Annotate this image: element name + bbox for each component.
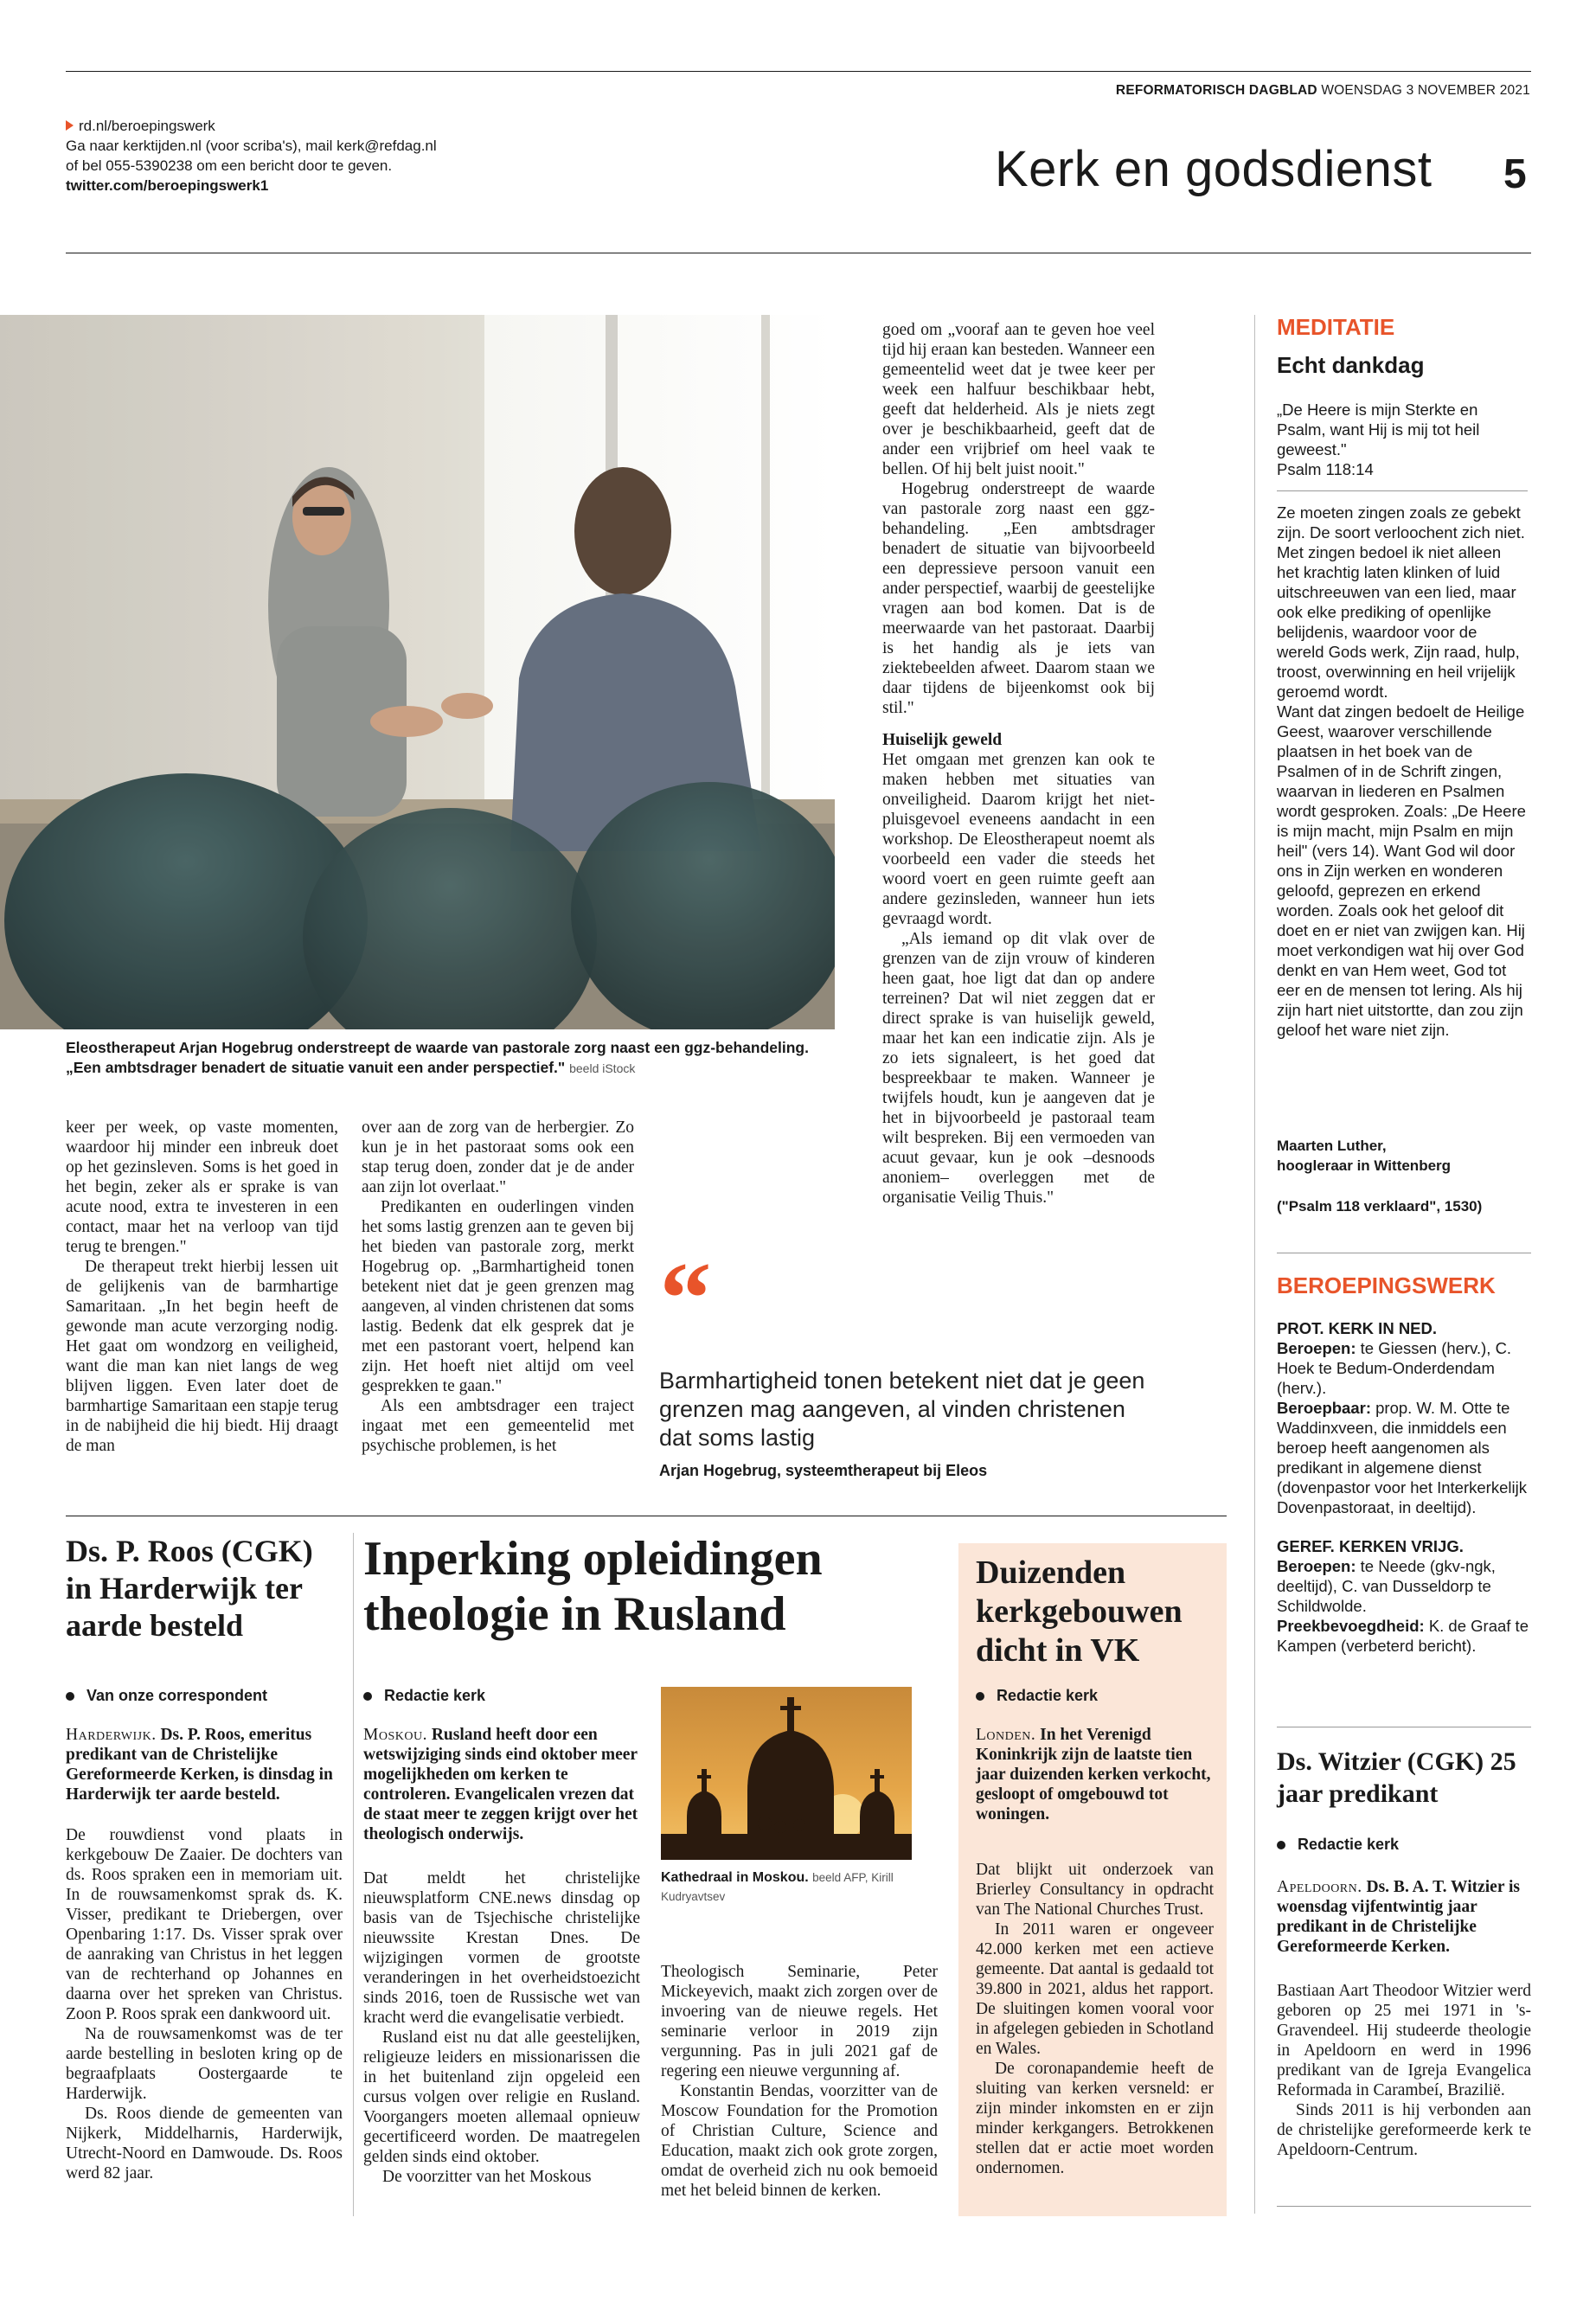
cathedral-credit: beeld AFP, Kirill Kudryavtsev	[661, 1871, 894, 1903]
bw-group1-title: PROT. KERK IN NED.	[1277, 1319, 1438, 1337]
meditatie-body	[1277, 503, 1528, 1040]
vk-place: Londen.	[976, 1726, 1036, 1744]
vk-p3: De coronapandemie heeft de sluiting van kerken versneld: er zijn minder inkomsten en er zijn minder kerkgangers. Betrokkenen stellen dat er actie moet worden ondernomen.	[976, 2060, 1214, 2177]
witzier-byline	[1277, 1836, 1399, 1854]
cathedral-silhouette-illustration	[661, 1687, 912, 1860]
play-arrow-icon	[66, 120, 74, 131]
main-col3-p2: Hogebrug onderstreept de waarde van pastorale zorg naast een ggz-behandeling. „Een ambtsdrager benadert de situatie van bijvoorbeeld een depressieve persoon vanuit een ander perspectief, waarbij de geestelijke vragen aan bod komen. Dat is de meerwaarde van het pastoraat. Daarbij is het handig als je iets van ziektebeelden afweet. Daarom staan we daar tijdens de bijeenkomst ook bij stil."	[882, 480, 1155, 717]
meditatie-author: Maarten Luther,	[1277, 1138, 1387, 1154]
beroepingswerk-body	[1277, 1318, 1531, 1656]
roos-byline-text: Van onze correspondent	[87, 1687, 268, 1704]
bullet-icon	[1277, 1841, 1285, 1849]
rusland-place: Moskou.	[363, 1726, 427, 1744]
bw-group1-beroepbaar-label: Beroepbaar:	[1277, 1399, 1371, 1417]
pull-quote-author: Arjan Hogebrug, systeemtherapeut bij Eleos	[659, 1462, 988, 1479]
cathedral-caption-text: Kathedraal in Moskou.	[661, 1870, 809, 1885]
contact-block	[66, 116, 437, 195]
page-number: 5	[1503, 151, 1527, 197]
link-url[interactable]: rd.nl/beroepingswerk	[79, 118, 215, 134]
meditatie-source: ("Psalm 118 verklaard", 1530)	[1277, 1198, 1483, 1215]
roos-intro	[66, 1725, 343, 1804]
main-col2-p3: Als een ambtsdrager een traject ingaat met een gemeentelid met psychische problemen, is het	[362, 1397, 634, 1455]
caption-credit: beeld iStock	[569, 1061, 636, 1075]
main-col3-p1: goed om „vooraf aan te geven hoe veel tijd hij eraan kan besteden. Wanneer een gemeentelid weet dat je twee keer per week een halfuur beschikbaar hebt, geeft dat helderheid. Als je niets zegt over je beschikbaarheid, geeft dat de ander een vrijbrief om heel vaak te bellen. Of hij belt juist nooit."	[882, 321, 1155, 478]
witzier-headline: Ds. Witzier (CGK) 25 jaar predikant	[1277, 1747, 1516, 1808]
roos-divider	[353, 1533, 354, 2216]
main-subhead: Huiselijk geweld	[882, 731, 1003, 749]
bw-group2-title: GEREF. KERKEN VRIJG.	[1277, 1537, 1464, 1555]
main-photo-caption	[66, 1038, 836, 1079]
meditatie-author-role: hoogleraar in Wittenberg	[1277, 1157, 1452, 1174]
witzier-intro-text: Ds. B. A. T. Witzier is woensdag vijfentwintig jaar predikant in de Christelijke Gereformeerde Kerken.	[1277, 1878, 1521, 1956]
top-rule	[66, 71, 1531, 72]
vk-intro-text: In het Verenigd Koninkrijk zijn de laatste tien jaar duizenden kerken verkocht, gesloopt of omgebouwd tot woningen.	[976, 1726, 1211, 1823]
bullet-icon	[976, 1692, 984, 1701]
meditatie-p2: Want dat zingen bedoelt de Heilige Geest, waarover verschillende plaatsen in het boek van de Psalmen of in de Schrift zingen, waarvan in liederen en Psalmen wordt gesproken. Zoals: „De Heere is mijn macht, mijn Psalm en mijn heil" (vers 14). Want God wil door ons in Zijn werken en wonderen geloofd, geprezen en erkend worden. Zoals ook het geloof dit doet en er niet van zwijgen kan. Hij moet verkondigen wat hij over God denkt en van Hem weet, God tot eer en de mensen tot lering. Als hij zijn hart niet uitstortte, dan zou zijn geloof het ware niet zijn.	[1277, 702, 1526, 1039]
rusland-p3: De voorzitter van het Moskous	[382, 2168, 592, 2186]
beroepingswerk-label: BEROEPINGSWERK	[1277, 1272, 1496, 1298]
bullet-icon	[66, 1692, 74, 1701]
meditatie-label: MEDITATIE	[1277, 314, 1395, 340]
roos-intro-text: Ds. P. Roos, emeritus predikant van de Christelijke Gereformeerde Kerken, is dinsdag in Harderwijk ter aarde besteld.	[66, 1726, 333, 1804]
witzier-end-rule	[1277, 2206, 1531, 2207]
rusland-intro	[363, 1725, 640, 1844]
bw-group1-beroepen-label: Beroepen:	[1277, 1339, 1356, 1357]
witzier-p1: Bastiaan Aart Theodoor Witzier werd geboren op 25 mei 1971 in 's-Gravendeel. Hij studeerde theologie in Apeldoorn en werd in 1996 predikant van de Igreja Evangelica Reformada in Carambeí, Brazilië.	[1277, 1982, 1531, 2099]
caption-text: Eleostherapeut Arjan Hogebrug onderstreept de waarde van pastorale zorg naast een ggz-behandeling. „Een ambtsdrager benadert de situatie vanuit een ander perspectief."	[66, 1039, 809, 1076]
bw-group2-beroepen-label: Beroepen:	[1277, 1557, 1356, 1575]
rusland-col1	[363, 1868, 640, 2187]
rusland-byline-text: Redactie kerk	[384, 1687, 486, 1704]
cathedral-photo	[661, 1687, 912, 1860]
meditatie-title: Echt dankdag	[1277, 352, 1425, 378]
meditatie-verse-ref: Psalm 118:14	[1277, 460, 1374, 478]
paper-header	[1116, 83, 1530, 99]
witzier-body	[1277, 1981, 1531, 2160]
main-photo	[0, 315, 835, 1029]
main-col3-p4: „Als iemand op dit vlak over de grenzen van de zijn vrouw of kinderen heen gaat, hoe ligt dat dan op andere terreinen? Dat wil niet zeggen dat er direct sprake is van huiselijk geweld, maar het kan een indicatie zijn. Als je zo iets signaleert, is het goed dat bespreekbaar te maken. Wanneer je twijfels houdt, kun je aangeven dat je het in bijvoorbeeld je pastoraal team wilt bespreken. Bij een vermoeden van acuut gevaar, kun je ook –desnoods anoniem– overleggen met de organisatie Veilig Thuis."	[882, 930, 1155, 1207]
office-scene-illustration	[0, 315, 835, 1029]
meditatie-verse-rule	[1277, 490, 1528, 491]
main-col1-p2: De therapeut trekt hierbij lessen uit de gelijkenis van de barmhartige Samaritaan. „In het begin heeft de gewonde man acute verzorging nodig. Het gaat om wondzorg en veiligheid, want die man kan niet langs de weg blijven liggen. Even later doet de barmhartige Samaritaan een stapje terug in de nabijheid die hij biedt. Hij draagt de man	[66, 1258, 338, 1455]
rusland-byline	[363, 1687, 485, 1705]
bw-group2-preek: K. de Graaf te Kampen (verbeterd bericht).	[1277, 1617, 1529, 1655]
main-article-col3	[882, 320, 1155, 1208]
bw-group1-beroepbaar: prop. W. M. Otte te Waddinxveen, die inmiddels een beroep heeft aangenomen als predikant in algemene dienst (dovenpastor voor het Interkerkelijk Dovenpastoraat, in deeltijd).	[1277, 1399, 1527, 1516]
roos-body	[66, 1825, 343, 2183]
vk-body	[976, 1860, 1214, 2178]
contact-line-2: of bel 055-5390238 om een bericht door te geven.	[66, 157, 393, 174]
rusland-col2	[661, 1962, 938, 2201]
witzier-place: Apeldoorn.	[1277, 1878, 1362, 1896]
bw-group1-beroepen: te Giessen (herv.), C. Hoek te Bedum-Onderdendam (herv.).	[1277, 1339, 1512, 1397]
roos-p3: Ds. Roos diende de gemeenten van Nijkerk, Middelharnis, Harderwijk, Utrecht-Noord en Damwoude. Ds. Roos werd 82 jaar.	[66, 2105, 343, 2182]
bullet-icon	[363, 1692, 372, 1701]
rusland-headline: Inperking opleidingen theologie in Rusland	[363, 1532, 823, 1641]
main-article-col2	[362, 1118, 634, 1456]
twitter-link[interactable]: twitter.com/beroepingswerk1	[66, 177, 269, 194]
main-col1-p1: keer per week, op vaste momenten, waardoor hij minder een inbreuk doet op het gezinsleven. Soms is het goed in het begin, zeker als er sprake is van acute nood, extra te investeren in een contact, maar het na verloop van tijd terug te brengen."	[66, 1118, 338, 1256]
meditatie-verse-block	[1277, 400, 1528, 479]
bw-group2-preek-label: Preekbevoegdheid:	[1277, 1617, 1425, 1635]
roos-p2: Na de rouwsamenkomst was de ter aarde bestelling in besloten kring op de begraafplaats Oostergaarde te Harderwijk.	[66, 2025, 343, 2103]
roos-p1: De rouwdienst vond plaats in kerkgebouw De Zaaier. De dochters van ds. Roos spraken een in memoriam uit. In de rouwsamenkomst sprak ds. K. Visser, predikant te Driebergen, over Openbaring 1:17. Ds. Visser sprak over de aanraking van Christus in het leggen van de rechterhand op Johannes en daarna over het spreken van Christus. Zoon P. Roos sprak een dankwoord uit.	[66, 1826, 343, 2023]
rusland-p2: Rusland eist nu dat alle geestelijken, religieuze leiders en missionarissen die in het buitenland zijn opgeleid een cursus volgen over religie en Rusland. Voorgangers moeten allemaal opnieuw gecertificeerd worden. De maatregelen gelden sinds eind oktober.	[363, 2029, 640, 2166]
vk-intro	[976, 1725, 1214, 1824]
roos-place: Harderwijk.	[66, 1726, 157, 1744]
main-col2-p1: over aan de zorg van de herbergier. Zo kun je in het pastoraat soms ook een stap terug doen, zonder dat je de ander aan zijn lot overlaat."	[362, 1118, 634, 1196]
witzier-intro	[1277, 1877, 1531, 1957]
main-col2-p2: Predikanten en ouderlingen vinden het soms lastig grenzen aan te geven bij het bieden van pastorale zorg, merkt Hogebrug op. „Barmhartigheid tonen betekent niet dat je geen grenzen mag aangeven, al vinden christenen dat soms lastig. Bedenk dat elk gesprek dat je met een pastorant voert, helpend kan zijn. Het hoeft niet altijd om veel gesprekken te gaan."	[362, 1198, 634, 1395]
main-article-col1	[66, 1118, 338, 1456]
main-col3-p3: Het omgaan met grenzen kan ook te maken hebben met situaties van onveiligheid. Daarom krijgt het niet-pluisgevoel eveneens aandacht in een workshop. De Eleostherapeut noemt als voorbeeld een vader die steeds het woord voert en geen ruimte geeft aan andere gezinsleden, wanneer hun iets gevraagd wordt.	[882, 751, 1155, 928]
vk-p2: In 2011 waren er ongeveer 42.000 kerken met een actieve gemeente. Dat aantal is gedaald tot 39.800 in 2021, aldus het rapport. De sluitingen komen vooral voor in afgelegen gebieden in Schotland en Wales.	[976, 1920, 1214, 2058]
contact-line-1: Ga naar kerktijden.nl (voor scriba's), mail kerk@refdag.nl	[66, 138, 437, 154]
quote-mark: „	[659, 1258, 711, 1373]
roos-headline: Ds. P. Roos (CGK) in Harderwijk ter aarde besteld	[66, 1534, 313, 1643]
vk-headline: Duizenden kerkgebouwen dicht in VK	[976, 1554, 1183, 1669]
bw-group2-beroepen: te Neede (gkv-ngk, deeltijd), C. van Dusseldorp te Schildwolde.	[1277, 1557, 1496, 1615]
roos-byline	[66, 1687, 267, 1705]
meditatie-p1: Ze moeten zingen zoals ze gebekt zijn. De soort verloochent zich niet. Met zingen bedoel ik niet alleen het krachtig laten klinken of luid uitschreeuwen van een lied, maar ook elke prediking of openlijke belijdenis, waardoor voor de wereld Gods werk, Zijn raad, hulp, troost, overwinning en heil vrijelijk geroemd wordt.	[1277, 503, 1525, 701]
vk-byline-text: Redactie kerk	[997, 1687, 1099, 1704]
witzier-p2: Sinds 2011 is hij verbonden aan de christelijke gereformeerde kerk te Apeldoorn-Centrum.	[1277, 2101, 1531, 2159]
cathedral-caption	[661, 1868, 912, 1907]
rusland-p5: Konstantin Bendas, voorzitter van de Moscow Foundation for the Promotion of Christian Culture, Science and Education, maakt zich ook grote zorgen, omdat de overheid zich nu ook bemoeid met het beleid binnen de kerken.	[661, 2082, 938, 2200]
pull-quote: Barmhartigheid tonen betekent niet dat je geen grenzen mag aangeven, al vinden christenen dat soms lastig	[659, 1368, 1145, 1451]
rusland-intro-text: Rusland heeft door een wetswijziging sinds eind oktober meer mogelijkheden om kerken te controleren. Evangelicalen vrezen dat de staat meer te zeggen krijgt over het theologisch onderwijs.	[363, 1726, 638, 1843]
rusland-p4: Theologisch Seminarie, Peter Mickeyevich, maakt zich zorgen over de invoering van de nieuwe regels. Het seminarie verloor in 2019 zijn vergunning. Pas in juli 2021 gaf de regering een nieuwe vergunning af.	[661, 1963, 938, 2080]
vk-byline	[976, 1687, 1098, 1705]
meditatie-author-block	[1277, 1136, 1528, 1216]
vk-p1: Dat blijkt uit onderzoek van Brierley Consultancy in opdracht van The National Churches Trust.	[976, 1861, 1214, 1919]
sidebar-divider	[1254, 315, 1255, 2214]
section-title: Kerk en godsdienst	[995, 141, 1433, 197]
paper-date: WOENSDAG 3 NOVEMBER 2021	[1321, 83, 1530, 98]
witzier-byline-text: Redactie kerk	[1298, 1836, 1400, 1853]
paper-name: REFORMATORISCH DAGBLAD	[1115, 83, 1317, 98]
rusland-p1: Dat meldt het christelijke nieuwsplatform CNE.news dinsdag op basis van de Tsjechische christelijke nieuwssite Krestan Dnes. De wijzigingen vormen de grootste veranderingen in het overheidstoezicht sinds 2016, toen de Russische wet van kracht werd die evangelisatie verbiedt.	[363, 1869, 640, 2027]
meditatie-verse: „De Heere is mijn Sterkte en Psalm, want Hij is mij tot heil geweest."	[1277, 401, 1480, 458]
